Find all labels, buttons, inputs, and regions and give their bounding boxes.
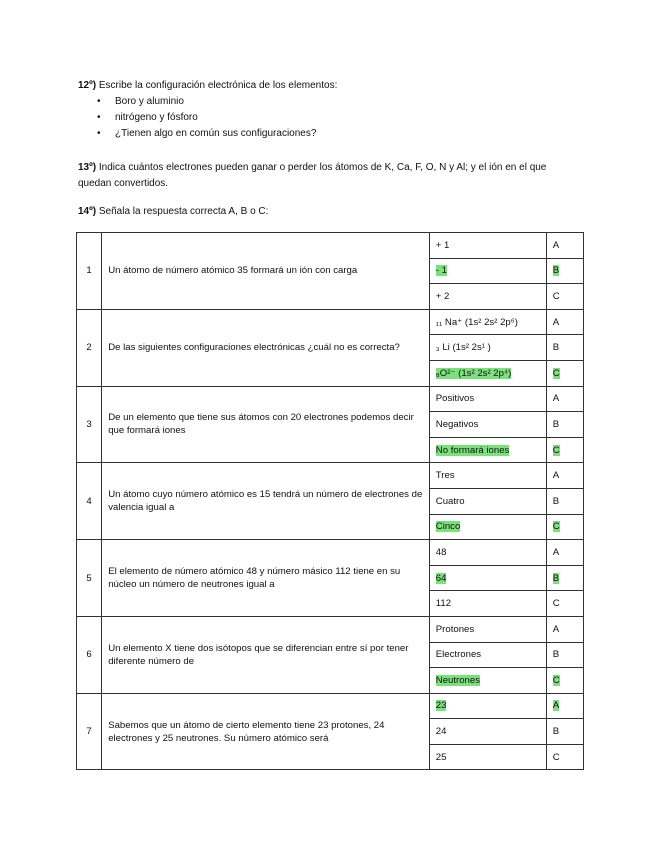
question-13-line1: Indica cuántos electrones pueden ganar o perder los átomos de K, Ca, F, O, N y Al; y el ión en el que bbox=[96, 162, 547, 173]
question-14-text: Señala la respuesta correcta A, B o C: bbox=[96, 206, 269, 217]
option-cell bbox=[429, 540, 546, 566]
correct-option-text: No formará iones bbox=[435, 444, 510, 456]
option-letter-cell bbox=[546, 719, 583, 745]
option-text: ₃ Li (1s² 2s¹ ) bbox=[435, 342, 491, 354]
option-letter-cell bbox=[546, 591, 583, 617]
option-letter-cell bbox=[546, 744, 583, 770]
option-cell bbox=[429, 514, 546, 540]
option-letter: A bbox=[552, 393, 560, 405]
option-letter: C bbox=[552, 290, 560, 302]
option-cell bbox=[429, 335, 546, 361]
question-stem-cell: Sabemos que un átomo de cierto elemento tiene 23 protones, 24 electrones y 25 neutrones. Su número atómico será bbox=[102, 693, 430, 770]
correct-option-letter: B bbox=[552, 265, 560, 277]
question-stem-cell: El elemento de número atómico 48 y número másico 112 tiene en su núcleo un número de neutrones igual a bbox=[102, 540, 430, 617]
table-row bbox=[77, 463, 584, 489]
option-text: Negativos bbox=[435, 418, 479, 430]
question-13-number: 13º) bbox=[78, 162, 97, 173]
option-letter-cell bbox=[546, 463, 583, 489]
table-row bbox=[77, 309, 584, 335]
option-letter-cell bbox=[546, 335, 583, 361]
question-13-line2: quedan convertidos. bbox=[78, 178, 169, 189]
option-cell bbox=[429, 668, 546, 694]
question-number-cell: 5 bbox=[77, 540, 102, 617]
option-text: + 1 bbox=[435, 239, 450, 251]
correct-option-text: - 1 bbox=[435, 265, 447, 277]
option-letter: A bbox=[552, 470, 560, 482]
option-cell bbox=[429, 744, 546, 770]
question-number-cell: 2 bbox=[77, 309, 102, 386]
correct-option-text: Cinco bbox=[435, 521, 461, 533]
option-letter: C bbox=[552, 598, 560, 610]
question-stem-cell: Un átomo cuyo número atómico es 15 tendrá un número de electrones de valencia igual a bbox=[102, 463, 430, 540]
option-cell bbox=[429, 258, 546, 284]
bullet-item bbox=[97, 110, 198, 126]
option-letter: B bbox=[552, 649, 560, 661]
option-letter: A bbox=[552, 316, 560, 328]
correct-option-letter: B bbox=[552, 572, 560, 584]
option-letter-cell bbox=[546, 565, 583, 591]
option-cell bbox=[429, 565, 546, 591]
correct-option-letter: C bbox=[552, 521, 560, 533]
option-text: Protones bbox=[435, 623, 475, 635]
option-letter: A bbox=[552, 239, 560, 251]
correct-option-letter: A bbox=[552, 700, 560, 712]
option-cell bbox=[429, 591, 546, 617]
option-cell bbox=[429, 309, 546, 335]
answer-table bbox=[76, 232, 584, 770]
question-13 bbox=[78, 160, 546, 192]
option-letter-cell bbox=[546, 309, 583, 335]
option-letter-cell bbox=[546, 514, 583, 540]
option-cell bbox=[429, 693, 546, 719]
option-cell bbox=[429, 360, 546, 386]
option-text: Electrones bbox=[435, 649, 482, 661]
question-14 bbox=[78, 204, 268, 220]
question-number-cell: 7 bbox=[77, 693, 102, 770]
question-number-cell: 1 bbox=[77, 233, 102, 310]
bullet-text: ¿Tienen algo en común sus configuraciones? bbox=[115, 128, 317, 139]
table-row bbox=[77, 386, 584, 412]
question-12 bbox=[78, 78, 337, 94]
option-cell bbox=[429, 488, 546, 514]
option-text: Tres bbox=[435, 470, 455, 482]
question-stem-cell: Un átomo de número atómico 35 formará un ión con carga bbox=[102, 233, 430, 310]
option-cell bbox=[429, 463, 546, 489]
option-text: 24 bbox=[435, 726, 447, 738]
option-letter-cell bbox=[546, 386, 583, 412]
question-stem-cell: Un elemento X tiene dos isótopos que se diferencian entre sí por tener diferente número de bbox=[102, 616, 430, 693]
option-cell bbox=[429, 437, 546, 463]
table-row bbox=[77, 693, 584, 719]
bullet-item bbox=[97, 94, 184, 110]
option-letter-cell bbox=[546, 284, 583, 310]
table-row bbox=[77, 540, 584, 566]
option-text: 112 bbox=[435, 598, 452, 610]
option-letter-cell bbox=[546, 668, 583, 694]
option-text: 25 bbox=[435, 751, 447, 763]
option-cell bbox=[429, 386, 546, 412]
question-stem-cell: De las siguientes configuraciones electrónicas ¿cuál no es correcta? bbox=[102, 309, 430, 386]
option-text: 48 bbox=[435, 546, 447, 558]
table-row bbox=[77, 616, 584, 642]
option-letter-cell bbox=[546, 693, 583, 719]
option-cell bbox=[429, 233, 546, 259]
option-letter-cell bbox=[546, 412, 583, 438]
bullet-icon: • bbox=[97, 112, 101, 123]
option-text: Positivos bbox=[435, 393, 475, 405]
option-text: + 2 bbox=[435, 290, 450, 302]
option-cell bbox=[429, 284, 546, 310]
bullet-item bbox=[97, 126, 316, 142]
option-letter: B bbox=[552, 495, 560, 507]
question-stem-cell: De un elemento que tiene sus átomos con 20 electrones podemos decir que formará iones bbox=[102, 386, 430, 463]
question-number-cell: 4 bbox=[77, 463, 102, 540]
correct-option-letter: C bbox=[552, 674, 560, 686]
option-letter-cell bbox=[546, 616, 583, 642]
option-letter-cell bbox=[546, 360, 583, 386]
correct-option-letter: C bbox=[552, 444, 560, 456]
question-14-number: 14º) bbox=[78, 206, 97, 217]
bullet-icon: • bbox=[97, 96, 101, 107]
option-letter: A bbox=[552, 546, 560, 558]
bullet-icon: • bbox=[97, 128, 101, 139]
question-number-cell: 3 bbox=[77, 386, 102, 463]
option-letter: C bbox=[552, 751, 560, 763]
option-letter-cell bbox=[546, 642, 583, 668]
correct-option-text: 64 bbox=[435, 572, 447, 584]
option-cell bbox=[429, 616, 546, 642]
option-letter-cell bbox=[546, 540, 583, 566]
option-cell bbox=[429, 642, 546, 668]
correct-option-text: ₈O²⁻ (1s² 2s² 2p⁴) bbox=[435, 367, 512, 379]
option-letter-cell bbox=[546, 437, 583, 463]
option-letter-cell bbox=[546, 488, 583, 514]
bullet-text: nitrógeno y fósforo bbox=[115, 112, 198, 123]
option-letter: B bbox=[552, 342, 560, 354]
option-text: Cuatro bbox=[435, 495, 465, 507]
question-12-number: 12º) bbox=[78, 80, 97, 91]
option-letter-cell bbox=[546, 258, 583, 284]
bullet-text: Boro y aluminio bbox=[115, 96, 184, 107]
correct-option-text: Neutrones bbox=[435, 674, 481, 686]
option-cell bbox=[429, 412, 546, 438]
option-letter: A bbox=[552, 623, 560, 635]
correct-option-letter: C bbox=[552, 367, 560, 379]
option-cell bbox=[429, 719, 546, 745]
table-row bbox=[77, 233, 584, 259]
option-letter: B bbox=[552, 726, 560, 738]
option-letter-cell bbox=[546, 233, 583, 259]
correct-option-text: 23 bbox=[435, 700, 447, 712]
option-letter: B bbox=[552, 418, 560, 430]
question-number-cell: 6 bbox=[77, 616, 102, 693]
question-12-text: Escribe la configuración electrónica de los elementos: bbox=[96, 80, 338, 91]
option-text: ₁₁ Na⁺ (1s² 2s² 2p⁶) bbox=[435, 316, 518, 328]
